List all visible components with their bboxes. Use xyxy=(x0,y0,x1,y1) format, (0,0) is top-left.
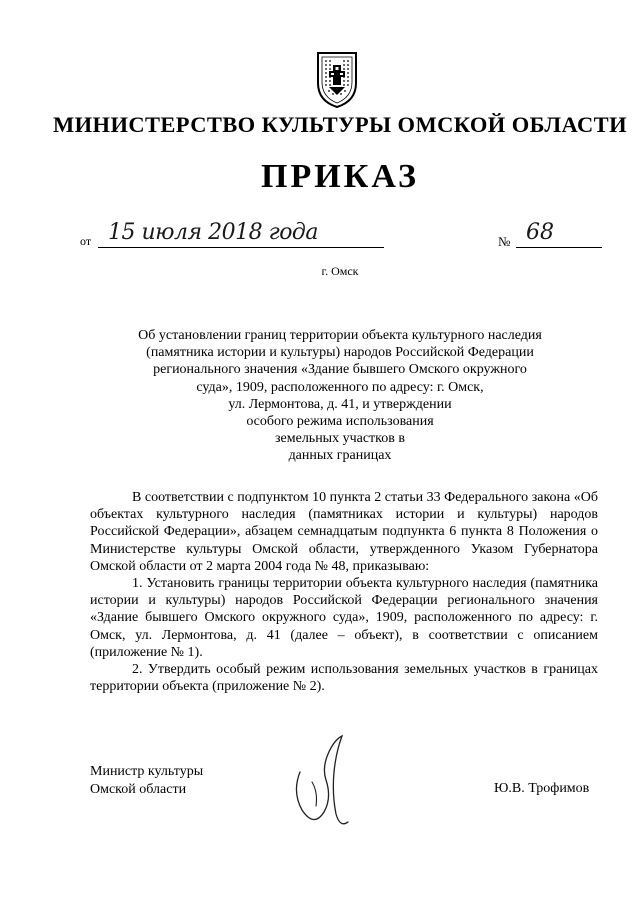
preamble-paragraph: В соответствии с подпунктом 10 пункта 2 статьи 33 Федерального закона «Об объектах культурного наследия (памятниках истории и культуры) народов Российской Федерации», абзацем семнадцатым подпункта 6 пункта 8 Положения о Министерстве культуры Омской области, утвержденного Указом Губернатора Омской области от 2 марта 2004 года № 48, приказываю: xyxy=(90,490,598,574)
number-prefix: № xyxy=(498,234,511,249)
subject-line: ул. Лермонтова, д. 41, и утверждении xyxy=(228,396,452,412)
signatory-name: Ю.В. Трофимов xyxy=(494,781,590,796)
ministry-name: МИНИСТЕРСТВО КУЛЬТУРЫ ОМСКОЙ ОБЛАСТИ xyxy=(53,112,627,137)
handwritten-signature xyxy=(288,732,368,832)
handwritten-date: 15 июля 2018 года xyxy=(108,220,318,245)
date-number-row xyxy=(80,222,610,252)
subject-line: земельных участков в xyxy=(275,431,405,447)
order-item-2: 2. Утвердить особый режим использования земельных участков в границах территории объекта (приложение № 2). xyxy=(90,662,598,695)
city-name: г. Омск xyxy=(321,264,359,278)
subject-line: регионального значения «Здание бывшего Омского окружного xyxy=(153,362,527,378)
order-body xyxy=(90,489,598,695)
document-type-title: ПРИКАЗ xyxy=(261,158,419,195)
order-item-1: 1. Установить границы территории объекта культурного наследия (памятника истории и культуры) народов Российской Федерации регионального значения «Здание бывшего Омского окружного суда», 1909, расположенного по адресу: г. Омск, ул. Лермонтова, д. 41 (далее – объект), в соответствии с описанием (приложение № 1). xyxy=(90,576,598,660)
position-line: Министр культуры xyxy=(90,764,204,779)
date-underline xyxy=(98,247,384,248)
position-line: Омской области xyxy=(90,781,187,797)
subject-line: Об установлении границ территории объекта культурного наследия xyxy=(138,328,542,343)
subject-line: суда», 1909, расположенного по адресу: г. Омск, xyxy=(196,379,484,395)
number-underline xyxy=(516,247,602,248)
subject-line: особого режима использования xyxy=(246,414,434,430)
subject-line: данных границах xyxy=(288,448,392,464)
handwritten-number: 68 xyxy=(526,220,554,245)
omsk-coat-of-arms-icon xyxy=(315,47,359,109)
subject-line: (памятника истории и культуры) народов Российской Федерации xyxy=(146,345,534,361)
order-subject xyxy=(90,327,590,465)
signatory-position xyxy=(90,763,203,798)
date-prefix: от xyxy=(80,234,92,248)
